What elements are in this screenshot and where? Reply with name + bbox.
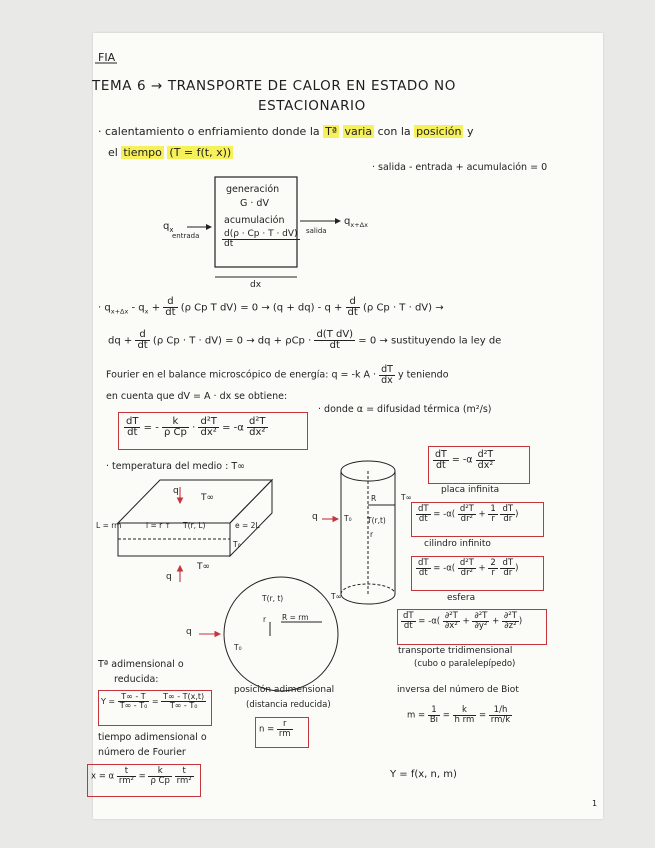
sphere-R: R = rm	[282, 613, 309, 622]
cyl-t0: T₀	[344, 514, 352, 523]
sphere-trt: T(r, t)	[262, 594, 284, 603]
m-eq: m = $\frac{1}{Bi}$ = $\frac{k}{\text{h rm}}$ = $\frac{1/h}{rm/k}$	[407, 705, 511, 725]
temp-label-1: Tª adimensional o	[98, 659, 184, 670]
x-eq: x = α $\frac{t}{\text{rm²}}$ = $\frac{k}{\text{ρ Cp}}$ $\frac{t}{\text{rm²}}$	[91, 766, 192, 786]
derivation-line4: en cuenta que dV = A · dx se obtiene:	[106, 391, 288, 402]
case-3d-label: transporte tridimensional	[398, 646, 513, 656]
cyl-q: q	[312, 512, 318, 522]
generation-term: G · dV	[240, 198, 269, 209]
slab-diagram	[118, 480, 272, 556]
accumulation-label: acumulación	[224, 215, 285, 226]
case-3d-eq: $\frac{dT}{dt}$ = -α( $\frac{\text{∂²T}}{\text{∂x²}}$ + $\frac{\text{∂²T}}{\text{∂y²}}$ + $\frac{\text{∂²T}}{\text{∂z²}}$ )	[403, 611, 523, 631]
slab-tinf-top: T∞	[201, 493, 214, 503]
sphere-r: r	[263, 615, 267, 624]
sphere-t0: T₀	[234, 643, 242, 652]
case-3d-sub: (cubo o paralelepípedo)	[414, 659, 516, 669]
tag-fia: FIA	[98, 51, 116, 64]
slab-tinf-bottom: T∞	[197, 562, 210, 572]
cyl-trt: T(r,t)	[367, 516, 386, 525]
salida-label: salida	[306, 227, 327, 235]
slab-l: L = rm	[96, 521, 122, 530]
cyl-r: r	[370, 530, 374, 539]
cylinder-diagram	[341, 461, 395, 604]
case-cyl-eq: $\frac{dT}{dt}$ = -α( $\frac{\text{d²T}}{\text{dr²}}$ + $\frac{1}{r}$ $\frac{dT}{dr}$ )	[418, 504, 519, 524]
slab-e: e = 2L	[235, 521, 260, 530]
medium-temp-label: · temperatura del medio : T∞	[106, 461, 246, 472]
case-sphere-eq: $\frac{dT}{dt}$ = -α( $\frac{\text{d²T}}{\text{dr²}}$ + $\frac{2}{r}$ $\frac{dT}{dr}$ )	[418, 558, 519, 578]
derivation-line2: dq + $\frac{d}{dt}$ (ρ Cp · T · dV) = 0 → dq + ρCp · $\frac{\text{d(T dV)}}{dt}$ = 0 → sustituyendo la ley de	[108, 329, 502, 351]
slab-trl: T(r, L)	[183, 521, 206, 530]
pos-label-2: (distancia reducida)	[246, 700, 331, 710]
q-out: $q_{x+\Delta x}$	[344, 216, 368, 229]
page-title-cont: ESTACIONARIO	[258, 98, 366, 114]
accumulation-term: $\frac{d(\rho \cdot Cp \cdot T \cdot dV)}{dt}$	[224, 229, 298, 249]
biot-label: inversa del número de Biot	[397, 685, 519, 695]
cyl-tinf: T∞	[401, 493, 412, 502]
temp-label-2: reducida:	[114, 674, 159, 685]
n-eq: n = $\frac{r}{rm}$	[259, 719, 291, 739]
diffusivity-note: · donde α = difusidad térmica (m²/s)	[318, 404, 492, 415]
entrada-label: entrada	[172, 232, 200, 240]
page-title: TEMA 6 → TRANSPORTE DE CALOR EN ESTADO NO	[92, 78, 456, 94]
derivation-line3: Fourier en el balance microscópico de energía: q = -k A · $\frac{dT}{dx}$ y teniendo	[106, 364, 449, 386]
case-plate-label: placa infinita	[441, 485, 500, 495]
cyl-R: R	[371, 494, 377, 503]
main-equation: $\frac{dT}{dt}$ = - $\frac{k}{\text{ρ Cp}}$ · $\frac{\text{d²T}}{\text{dx²}}$ = -α $\frac{\text{d²T}}{\text{dx²}}$	[126, 416, 266, 438]
q-in: $q_x$	[163, 221, 174, 234]
y-eq: Y = $\frac{T\infty - T}{\text{T∞ - T₀}}$ = $\frac{T\infty - T(x,t)}{\text{T∞ - T₀}}$	[101, 692, 205, 710]
generation-label: generación	[226, 184, 280, 195]
case-cyl-label: cilindro infinito	[424, 539, 491, 549]
sphere-q: q	[186, 627, 192, 637]
slab-q-bottom: q	[166, 572, 172, 582]
case-sphere-label: esfera	[447, 593, 476, 603]
time-label-2: número de Fourier	[98, 747, 186, 758]
case-plate-eq: $\frac{dT}{dt}$ = -α $\frac{\text{d²T}}{\text{dx²}}$	[435, 449, 494, 471]
page-number: 1	[592, 799, 598, 808]
y-function: Y = f(x, n, m)	[390, 769, 457, 780]
derivation-line1: · $q_{x+\Delta x} - q_x$ + $\frac{d}{dt}$ (ρ Cp T dV) = 0 → (q + dq) - q + $\frac{d}{dt}$ (ρ Cp · T · dV) →	[98, 296, 444, 318]
slab-t0: T₀	[233, 540, 241, 549]
dx-label: dx	[250, 280, 262, 290]
sphere-tinf: T∞	[331, 592, 342, 601]
balance-note: · salida - entrada + acumulación = 0	[372, 162, 548, 173]
slab-q-top: q	[173, 486, 179, 496]
pos-label-1: posición adimensional	[234, 685, 335, 695]
intro-line1: · calentamiento o enfriamiento donde la Tª varia con la posición y	[98, 125, 474, 138]
slab-lr: l = r ↑	[146, 521, 171, 530]
time-label-1: tiempo adimensional o	[98, 732, 207, 743]
intro-line2: el tiempo (T = f(t, x))	[108, 146, 232, 159]
